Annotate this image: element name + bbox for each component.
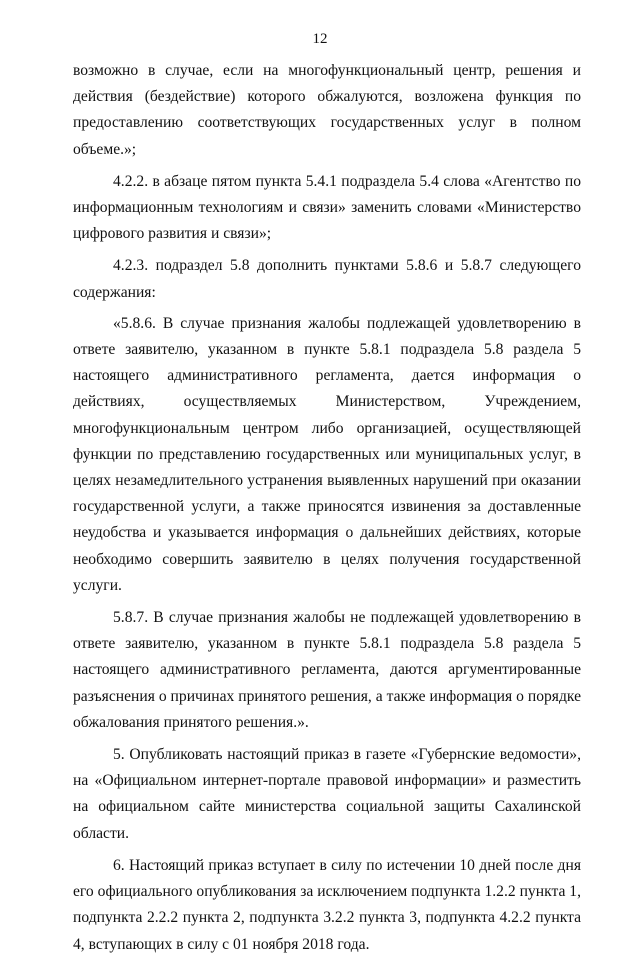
paragraph-5-8-6: «5.8.6. В случае признания жалобы подлежащей удовлетворению в ответе заявителю, указанном в пункте 5.8.1 подраздела 5.8 раздела 5 настоящего административного регламента, дается информация о действиях, осуществляемых Министерством, Учреждением, многофункциональным центром либо организацией, осуществляющей функции по представлению государственных или муниципальных услуг, в целях незамедлительного устранения выявленных нарушений при оказании государственной услуги, а также приносятся извинения за доставленные неудобства и указывается информация о дальнейших действиях, которые необходимо совершить заявителю в целях получения государственной услуги. (73, 314, 581, 594)
paragraph-5-8-7: 5.8.7. В случае признания жалобы не подлежащей удовлетворению в ответе заявителю, указанном в пункте 5.8.1 подраздела 5.8 раздела 5 настоящего административного регламента, даются аргументированные разъяснения о причинах принятого решения, а также информация о порядке обжалования принятого решения.». (73, 609, 581, 731)
paragraph-5: 5. Опубликовать настоящий приказ в газете «Губернские ведомости», на «Официальном интернет-портале правовой информации» и разместить на официальном сайте министерства социальной защиты Сахалинской области. (73, 746, 581, 842)
paragraph-continuation: возможно в случае, если на многофункциональный центр, решения и действия (бездействие) которого обжалуются, возложена функция по предоставлению соответствующих государственных услуг в полном объеме.»; (73, 62, 581, 158)
paragraph-6: 6. Настоящий приказ вступает в силу по истечении 10 дней после дня его официального опубликования за исключением подпункта 1.2.2 пункта 1, подпункта 2.2.2 пункта 2, подпункта 3.2.2 пункта 3, подпункта 4.2.2 пункта 4, вступающих в силу с 01 ноября 2018 года. (73, 856, 581, 953)
paragraph-4-2-3: 4.2.3. подраздел 5.8 дополнить пунктами 5.8.6 и 5.8.7 следующего содержания: (73, 257, 581, 301)
paragraph-4-2-2: 4.2.2. в абзаце пятом пункта 5.4.1 подраздела 5.4 слова «Агентство по информационным технологиям и связи» заменить словами «Министерство цифрового развития и связи»; (73, 172, 581, 243)
page-number: 12 (312, 31, 328, 47)
document-body (73, 58, 581, 964)
